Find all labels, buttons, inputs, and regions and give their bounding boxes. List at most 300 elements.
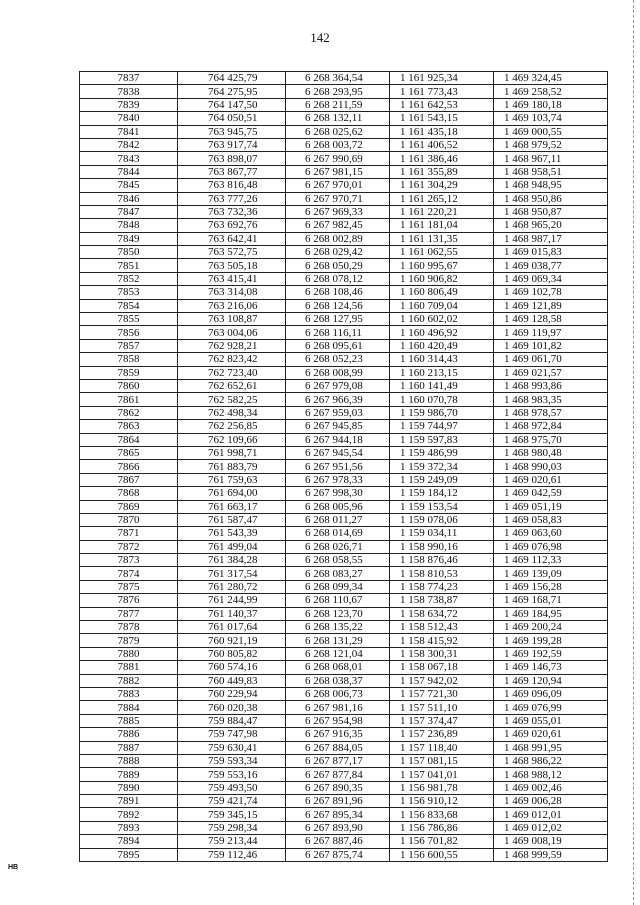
x-coordinate-cell: 761 017,64 <box>178 621 286 634</box>
y-coordinate-cell: 6 267 875,74 <box>286 848 390 861</box>
x-coordinate-cell: 761 998,71 <box>178 446 286 459</box>
y-coordinate-cell: 6 268 038,37 <box>286 674 390 687</box>
y-coordinate-cell: 6 268 008,99 <box>286 366 390 379</box>
x-coordinate-cell: 764 050,51 <box>178 112 286 125</box>
x-coordinate-cell: 759 213,44 <box>178 835 286 848</box>
table-row <box>80 393 608 406</box>
table-row <box>80 567 608 580</box>
point-number-cell: 7837 <box>80 72 178 85</box>
x-coordinate-cell: 759 345,15 <box>178 808 286 821</box>
y-coordinate-cell: 6 268 131,29 <box>286 634 390 647</box>
x2-coordinate-cell: 1 158 415,92 <box>390 634 494 647</box>
point-number-cell: 7851 <box>80 259 178 272</box>
point-number-cell: 7895 <box>80 848 178 861</box>
x2-coordinate-cell: 1 157 118,40 <box>390 741 494 754</box>
x-coordinate-cell: 761 759,63 <box>178 473 286 486</box>
y-coordinate-cell: 6 267 998,30 <box>286 487 390 500</box>
y-coordinate-cell: 6 268 124,56 <box>286 299 390 312</box>
x2-coordinate-cell: 1 159 486,99 <box>390 446 494 459</box>
x-coordinate-cell: 762 652,61 <box>178 379 286 392</box>
y-coordinate-cell: 6 268 078,12 <box>286 272 390 285</box>
table-row <box>80 112 608 125</box>
x-coordinate-cell: 759 747,98 <box>178 728 286 741</box>
table-row <box>80 85 608 98</box>
y2-coordinate-cell: 1 469 076,98 <box>494 540 608 553</box>
x-coordinate-cell: 759 493,50 <box>178 781 286 794</box>
y-coordinate-cell: 6 267 944,18 <box>286 433 390 446</box>
x2-coordinate-cell: 1 158 810,53 <box>390 567 494 580</box>
y2-coordinate-cell: 1 469 076,99 <box>494 701 608 714</box>
x-coordinate-cell: 760 449,83 <box>178 674 286 687</box>
point-number-cell: 7858 <box>80 353 178 366</box>
table-row <box>80 527 608 540</box>
x2-coordinate-cell: 1 157 041,01 <box>390 768 494 781</box>
point-number-cell: 7846 <box>80 192 178 205</box>
y2-coordinate-cell: 1 469 200,24 <box>494 621 608 634</box>
y2-coordinate-cell: 1 469 128,58 <box>494 313 608 326</box>
y2-coordinate-cell: 1 468 958,51 <box>494 165 608 178</box>
y2-coordinate-cell: 1 469 051,19 <box>494 500 608 513</box>
x2-coordinate-cell: 1 161 355,89 <box>390 165 494 178</box>
point-number-cell: 7845 <box>80 179 178 192</box>
table-row <box>80 219 608 232</box>
y2-coordinate-cell: 1 469 121,89 <box>494 299 608 312</box>
point-number-cell: 7892 <box>80 808 178 821</box>
table-row <box>80 741 608 754</box>
table-row <box>80 674 608 687</box>
point-number-cell: 7888 <box>80 754 178 767</box>
x-coordinate-cell: 763 314,08 <box>178 286 286 299</box>
table-row <box>80 580 608 593</box>
table-row <box>80 554 608 567</box>
x2-coordinate-cell: 1 161 181,04 <box>390 219 494 232</box>
y-coordinate-cell: 6 268 002,89 <box>286 232 390 245</box>
x2-coordinate-cell: 1 160 906,82 <box>390 272 494 285</box>
point-number-cell: 7875 <box>80 580 178 593</box>
x-coordinate-cell: 763 642,41 <box>178 232 286 245</box>
table-row <box>80 821 608 834</box>
y2-coordinate-cell: 1 468 990,03 <box>494 460 608 473</box>
point-number-cell: 7853 <box>80 286 178 299</box>
y-coordinate-cell: 6 268 006,73 <box>286 687 390 700</box>
point-number-cell: 7887 <box>80 741 178 754</box>
x2-coordinate-cell: 1 160 709,04 <box>390 299 494 312</box>
y2-coordinate-cell: 1 469 042,59 <box>494 487 608 500</box>
y2-coordinate-cell: 1 469 101,82 <box>494 339 608 352</box>
y2-coordinate-cell: 1 468 965,20 <box>494 219 608 232</box>
point-number-cell: 7862 <box>80 406 178 419</box>
x-coordinate-cell: 762 823,42 <box>178 353 286 366</box>
y-coordinate-cell: 6 268 364,54 <box>286 72 390 85</box>
x2-coordinate-cell: 1 158 512,43 <box>390 621 494 634</box>
page-number: 142 <box>310 30 330 45</box>
table-row <box>80 661 608 674</box>
x2-coordinate-cell: 1 156 786,86 <box>390 821 494 834</box>
x-coordinate-cell: 762 582,25 <box>178 393 286 406</box>
x2-coordinate-cell: 1 160 995,67 <box>390 259 494 272</box>
point-number-cell: 7882 <box>80 674 178 687</box>
point-number-cell: 7842 <box>80 138 178 151</box>
y2-coordinate-cell: 1 469 119,97 <box>494 326 608 339</box>
x-coordinate-cell: 761 280,72 <box>178 580 286 593</box>
point-number-cell: 7893 <box>80 821 178 834</box>
table-row <box>80 728 608 741</box>
x-coordinate-cell: 760 574,16 <box>178 661 286 674</box>
point-number-cell: 7847 <box>80 205 178 218</box>
y-coordinate-cell: 6 267 970,01 <box>286 179 390 192</box>
y-coordinate-cell: 6 267 893,90 <box>286 821 390 834</box>
table-row <box>80 607 608 620</box>
x-coordinate-cell: 763 415,41 <box>178 272 286 285</box>
point-number-cell: 7876 <box>80 594 178 607</box>
table-row <box>80 313 608 326</box>
x2-coordinate-cell: 1 161 406,52 <box>390 138 494 151</box>
table-row <box>80 232 608 245</box>
x-coordinate-cell: 762 256,85 <box>178 420 286 433</box>
y-coordinate-cell: 6 267 990,69 <box>286 152 390 165</box>
point-number-cell: 7859 <box>80 366 178 379</box>
x-coordinate-cell: 759 421,74 <box>178 795 286 808</box>
y-coordinate-cell: 6 268 123,70 <box>286 607 390 620</box>
y-coordinate-cell: 6 267 877,17 <box>286 754 390 767</box>
point-number-cell: 7880 <box>80 647 178 660</box>
x-coordinate-cell: 762 109,66 <box>178 433 286 446</box>
x-coordinate-cell: 763 867,77 <box>178 165 286 178</box>
point-number-cell: 7883 <box>80 687 178 700</box>
x2-coordinate-cell: 1 160 314,43 <box>390 353 494 366</box>
table-row <box>80 205 608 218</box>
x-coordinate-cell: 761 587,47 <box>178 513 286 526</box>
y2-coordinate-cell: 1 469 020,61 <box>494 728 608 741</box>
point-number-cell: 7863 <box>80 420 178 433</box>
x-coordinate-cell: 759 553,16 <box>178 768 286 781</box>
x2-coordinate-cell: 1 157 374,47 <box>390 714 494 727</box>
y-coordinate-cell: 6 267 966,39 <box>286 393 390 406</box>
x2-coordinate-cell: 1 157 081,15 <box>390 754 494 767</box>
x-coordinate-cell: 763 816,48 <box>178 179 286 192</box>
y-coordinate-cell: 6 268 095,61 <box>286 339 390 352</box>
table-row <box>80 286 608 299</box>
x-coordinate-cell: 761 384,28 <box>178 554 286 567</box>
table-row <box>80 259 608 272</box>
x2-coordinate-cell: 1 159 986,70 <box>390 406 494 419</box>
y2-coordinate-cell: 1 468 999,59 <box>494 848 608 861</box>
y2-coordinate-cell: 1 469 112,33 <box>494 554 608 567</box>
point-number-cell: 7881 <box>80 661 178 674</box>
y2-coordinate-cell: 1 469 008,19 <box>494 835 608 848</box>
x-coordinate-cell: 759 298,34 <box>178 821 286 834</box>
table-row <box>80 192 608 205</box>
x2-coordinate-cell: 1 158 067,18 <box>390 661 494 674</box>
y-coordinate-cell: 6 268 116,11 <box>286 326 390 339</box>
x-coordinate-cell: 759 593,34 <box>178 754 286 767</box>
table-row <box>80 621 608 634</box>
y2-coordinate-cell: 1 469 180,18 <box>494 98 608 111</box>
table-row <box>80 540 608 553</box>
table-row <box>80 687 608 700</box>
x2-coordinate-cell: 1 160 806,49 <box>390 286 494 299</box>
y2-coordinate-cell: 1 469 184,95 <box>494 607 608 620</box>
x2-coordinate-cell: 1 161 386,46 <box>390 152 494 165</box>
point-number-cell: 7872 <box>80 540 178 553</box>
x-coordinate-cell: 762 928,21 <box>178 339 286 352</box>
point-number-cell: 7839 <box>80 98 178 111</box>
y2-coordinate-cell: 1 469 069,34 <box>494 272 608 285</box>
point-number-cell: 7867 <box>80 473 178 486</box>
y2-coordinate-cell: 1 469 012,02 <box>494 821 608 834</box>
y-coordinate-cell: 6 268 293,95 <box>286 85 390 98</box>
y-coordinate-cell: 6 268 068,01 <box>286 661 390 674</box>
x2-coordinate-cell: 1 161 642,53 <box>390 98 494 111</box>
x2-coordinate-cell: 1 157 236,89 <box>390 728 494 741</box>
x-coordinate-cell: 763 692,76 <box>178 219 286 232</box>
y2-coordinate-cell: 1 469 156,28 <box>494 580 608 593</box>
point-number-cell: 7852 <box>80 272 178 285</box>
x2-coordinate-cell: 1 159 034,11 <box>390 527 494 540</box>
y2-coordinate-cell: 1 468 978,57 <box>494 406 608 419</box>
point-number-cell: 7857 <box>80 339 178 352</box>
point-number-cell: 7868 <box>80 487 178 500</box>
y-coordinate-cell: 6 268 011,27 <box>286 513 390 526</box>
y2-coordinate-cell: 1 469 021,57 <box>494 366 608 379</box>
x2-coordinate-cell: 1 157 721,30 <box>390 687 494 700</box>
table-row <box>80 714 608 727</box>
y-coordinate-cell: 6 267 887,46 <box>286 835 390 848</box>
x-coordinate-cell: 761 883,79 <box>178 460 286 473</box>
y-coordinate-cell: 6 268 132,11 <box>286 112 390 125</box>
table-row <box>80 406 608 419</box>
table-row <box>80 272 608 285</box>
x2-coordinate-cell: 1 158 990,16 <box>390 540 494 553</box>
x-coordinate-cell: 763 945,75 <box>178 125 286 138</box>
table-row <box>80 165 608 178</box>
y2-coordinate-cell: 1 469 139,09 <box>494 567 608 580</box>
x2-coordinate-cell: 1 156 981,78 <box>390 781 494 794</box>
y-coordinate-cell: 6 267 884,05 <box>286 741 390 754</box>
x2-coordinate-cell: 1 156 833,68 <box>390 808 494 821</box>
x2-coordinate-cell: 1 159 249,09 <box>390 473 494 486</box>
point-number-cell: 7865 <box>80 446 178 459</box>
x2-coordinate-cell: 1 158 634,72 <box>390 607 494 620</box>
point-number-cell: 7840 <box>80 112 178 125</box>
y2-coordinate-cell: 1 468 975,70 <box>494 433 608 446</box>
x-coordinate-cell: 762 723,40 <box>178 366 286 379</box>
point-number-cell: 7878 <box>80 621 178 634</box>
x-coordinate-cell: 764 147,50 <box>178 98 286 111</box>
point-number-cell: 7877 <box>80 607 178 620</box>
y2-coordinate-cell: 1 469 258,52 <box>494 85 608 98</box>
y2-coordinate-cell: 1 469 120,94 <box>494 674 608 687</box>
point-number-cell: 7849 <box>80 232 178 245</box>
table-row <box>80 299 608 312</box>
y2-coordinate-cell: 1 468 986,22 <box>494 754 608 767</box>
y2-coordinate-cell: 1 469 168,71 <box>494 594 608 607</box>
table-row <box>80 446 608 459</box>
table-row <box>80 795 608 808</box>
x-coordinate-cell: 763 216,06 <box>178 299 286 312</box>
coordinates-table <box>79 71 608 862</box>
y-coordinate-cell: 6 267 951,56 <box>286 460 390 473</box>
y-coordinate-cell: 6 268 211,59 <box>286 98 390 111</box>
y2-coordinate-cell: 1 468 988,12 <box>494 768 608 781</box>
table-row <box>80 179 608 192</box>
y2-coordinate-cell: 1 468 950,86 <box>494 192 608 205</box>
point-number-cell: 7854 <box>80 299 178 312</box>
point-number-cell: 7885 <box>80 714 178 727</box>
x2-coordinate-cell: 1 157 511,10 <box>390 701 494 714</box>
table-row <box>80 353 608 366</box>
y-coordinate-cell: 6 268 029,42 <box>286 246 390 259</box>
point-number-cell: 7856 <box>80 326 178 339</box>
point-number-cell: 7873 <box>80 554 178 567</box>
x2-coordinate-cell: 1 157 942,02 <box>390 674 494 687</box>
y-coordinate-cell: 6 267 945,85 <box>286 420 390 433</box>
y2-coordinate-cell: 1 469 055,01 <box>494 714 608 727</box>
table-row <box>80 754 608 767</box>
y2-coordinate-cell: 1 468 979,52 <box>494 138 608 151</box>
table-row <box>80 420 608 433</box>
point-number-cell: 7874 <box>80 567 178 580</box>
y-coordinate-cell: 6 268 003,72 <box>286 138 390 151</box>
x2-coordinate-cell: 1 158 300,31 <box>390 647 494 660</box>
y2-coordinate-cell: 1 469 324,45 <box>494 72 608 85</box>
x2-coordinate-cell: 1 161 220,21 <box>390 205 494 218</box>
y-coordinate-cell: 6 268 025,62 <box>286 125 390 138</box>
x2-coordinate-cell: 1 156 701,82 <box>390 835 494 848</box>
x2-coordinate-cell: 1 161 131,35 <box>390 232 494 245</box>
x-coordinate-cell: 759 630,41 <box>178 741 286 754</box>
y2-coordinate-cell: 1 469 058,83 <box>494 513 608 526</box>
table-row <box>80 138 608 151</box>
x-coordinate-cell: 763 004,06 <box>178 326 286 339</box>
table-row <box>80 513 608 526</box>
x-coordinate-cell: 761 694,00 <box>178 487 286 500</box>
x2-coordinate-cell: 1 159 597,83 <box>390 433 494 446</box>
y2-coordinate-cell: 1 469 103,74 <box>494 112 608 125</box>
y-coordinate-cell: 6 268 058,55 <box>286 554 390 567</box>
y-coordinate-cell: 6 267 891,96 <box>286 795 390 808</box>
point-number-cell: 7848 <box>80 219 178 232</box>
y2-coordinate-cell: 1 469 102,78 <box>494 286 608 299</box>
point-number-cell: 7894 <box>80 835 178 848</box>
y2-coordinate-cell: 1 469 061,70 <box>494 353 608 366</box>
table-row <box>80 500 608 513</box>
y-coordinate-cell: 6 268 083,27 <box>286 567 390 580</box>
point-number-cell: 7861 <box>80 393 178 406</box>
y-coordinate-cell: 6 267 895,34 <box>286 808 390 821</box>
x2-coordinate-cell: 1 160 141,49 <box>390 379 494 392</box>
point-number-cell: 7844 <box>80 165 178 178</box>
table-row <box>80 460 608 473</box>
x-coordinate-cell: 761 140,37 <box>178 607 286 620</box>
x2-coordinate-cell: 1 161 265,12 <box>390 192 494 205</box>
x-coordinate-cell: 760 020,38 <box>178 701 286 714</box>
table-row <box>80 152 608 165</box>
y2-coordinate-cell: 1 469 038,77 <box>494 259 608 272</box>
x-coordinate-cell: 764 425,79 <box>178 72 286 85</box>
table-row <box>80 781 608 794</box>
point-number-cell: 7866 <box>80 460 178 473</box>
table-row <box>80 72 608 85</box>
y-coordinate-cell: 6 267 890,35 <box>286 781 390 794</box>
y-coordinate-cell: 6 267 877,84 <box>286 768 390 781</box>
table-row <box>80 594 608 607</box>
y2-coordinate-cell: 1 468 993,86 <box>494 379 608 392</box>
point-number-cell: 7886 <box>80 728 178 741</box>
x-coordinate-cell: 761 317,54 <box>178 567 286 580</box>
y-coordinate-cell: 6 267 969,33 <box>286 205 390 218</box>
y2-coordinate-cell: 1 468 972,84 <box>494 420 608 433</box>
x2-coordinate-cell: 1 159 372,34 <box>390 460 494 473</box>
x2-coordinate-cell: 1 158 738,87 <box>390 594 494 607</box>
x-coordinate-cell: 764 275,95 <box>178 85 286 98</box>
y-coordinate-cell: 6 267 970,71 <box>286 192 390 205</box>
x2-coordinate-cell: 1 160 070,78 <box>390 393 494 406</box>
y2-coordinate-cell: 1 469 020,61 <box>494 473 608 486</box>
x2-coordinate-cell: 1 161 435,18 <box>390 125 494 138</box>
y2-coordinate-cell: 1 468 987,17 <box>494 232 608 245</box>
x-coordinate-cell: 762 498,34 <box>178 406 286 419</box>
x-coordinate-cell: 763 505,18 <box>178 259 286 272</box>
y2-coordinate-cell: 1 469 063,60 <box>494 527 608 540</box>
x-coordinate-cell: 763 108,87 <box>178 313 286 326</box>
y-coordinate-cell: 6 267 916,35 <box>286 728 390 741</box>
x2-coordinate-cell: 1 160 602,02 <box>390 313 494 326</box>
x-coordinate-cell: 759 884,47 <box>178 714 286 727</box>
y-coordinate-cell: 6 267 945,54 <box>286 446 390 459</box>
x2-coordinate-cell: 1 158 876,46 <box>390 554 494 567</box>
y2-coordinate-cell: 1 468 950,87 <box>494 205 608 218</box>
table-row <box>80 487 608 500</box>
x-coordinate-cell: 763 777,26 <box>178 192 286 205</box>
x2-coordinate-cell: 1 161 925,34 <box>390 72 494 85</box>
point-number-cell: 7891 <box>80 795 178 808</box>
x-coordinate-cell: 761 244,99 <box>178 594 286 607</box>
x2-coordinate-cell: 1 159 078,06 <box>390 513 494 526</box>
point-number-cell: 7841 <box>80 125 178 138</box>
point-number-cell: 7871 <box>80 527 178 540</box>
y-coordinate-cell: 6 268 052,23 <box>286 353 390 366</box>
y2-coordinate-cell: 1 469 006,28 <box>494 795 608 808</box>
x2-coordinate-cell: 1 156 600,55 <box>390 848 494 861</box>
x2-coordinate-cell: 1 159 153,54 <box>390 500 494 513</box>
table-row <box>80 246 608 259</box>
y-coordinate-cell: 6 267 981,15 <box>286 165 390 178</box>
y-coordinate-cell: 6 268 099,34 <box>286 580 390 593</box>
y-coordinate-cell: 6 268 127,95 <box>286 313 390 326</box>
x-coordinate-cell: 760 229,94 <box>178 687 286 700</box>
point-number-cell: 7889 <box>80 768 178 781</box>
y-coordinate-cell: 6 268 026,71 <box>286 540 390 553</box>
table-row <box>80 326 608 339</box>
x-coordinate-cell: 761 543,39 <box>178 527 286 540</box>
point-number-cell: 7855 <box>80 313 178 326</box>
x-coordinate-cell: 760 805,82 <box>178 647 286 660</box>
y2-coordinate-cell: 1 469 015,83 <box>494 246 608 259</box>
y2-coordinate-cell: 1 468 983,35 <box>494 393 608 406</box>
y-coordinate-cell: 6 267 959,03 <box>286 406 390 419</box>
x2-coordinate-cell: 1 161 304,29 <box>390 179 494 192</box>
x-coordinate-cell: 760 921,19 <box>178 634 286 647</box>
table-row <box>80 634 608 647</box>
table-row <box>80 473 608 486</box>
y-coordinate-cell: 6 267 982,45 <box>286 219 390 232</box>
footer-mark: HB <box>8 864 19 871</box>
y-coordinate-cell: 6 267 981,16 <box>286 701 390 714</box>
point-number-cell: 7879 <box>80 634 178 647</box>
y2-coordinate-cell: 1 469 192,59 <box>494 647 608 660</box>
y2-coordinate-cell: 1 469 096,09 <box>494 687 608 700</box>
